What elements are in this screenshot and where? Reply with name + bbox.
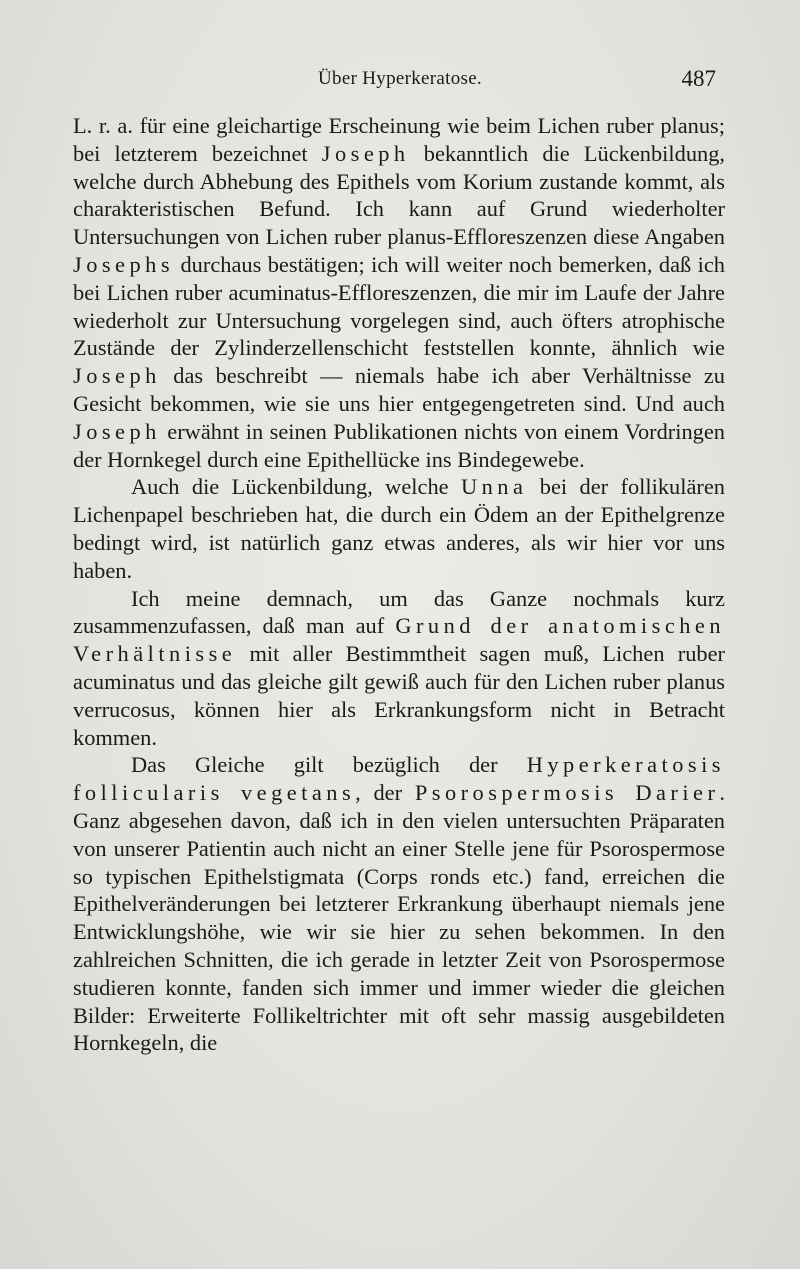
text-run: mit aller Bestimmtheit sagen muß, Lichen ruber acuminatus und das gleiche gilt gewiß auch für den Lichen ruber planus verrucosus, können hier als Erkrankungsform nicht in Betracht kommen. xyxy=(73,641,725,750)
text-run: bei der follikulären Lichenpapel beschrieben hat, die durch ein Ödem an der Epithelgrenze bedingt wird, ist natürlich ganz etwas anderes, als wir hier vor uns haben. xyxy=(73,474,725,583)
text-run: , der xyxy=(355,780,415,806)
paragraph xyxy=(73,112,725,473)
page-number: 487 xyxy=(681,66,716,91)
paragraph xyxy=(73,751,725,1057)
spaced-emphasis: Grund der anatomischen Verhältnisse xyxy=(73,613,726,667)
spaced-emphasis: Joseph xyxy=(73,363,161,389)
text-run: . Ganz abgesehen davon, daß ich in den vielen untersuchten Präparaten von unserer Patientin auch nicht an einer Stelle jene für Psorospermose so typischen Epithelstigmata (Corps ronds etc.) fand, erreichen die Epithelveränderungen bei letzterer Erkrankung überhaupt niemals jene Entwicklungshöhe, wie wir sie hier zu sehen bekommen. In den zahlreichen Schnitten, die ich gerade in letzter Zeit von Psorospermose studieren konnte, fanden sich immer und immer wieder die gleichen Bilder: Erweiterte Follikeltrichter mit oft sehr massig ausgebildeten Hornkegeln, die xyxy=(73,780,725,1056)
running-head xyxy=(0,66,800,96)
body-text xyxy=(73,112,725,1057)
text-run: Ich meine demnach, um das Ganze nochmals kurz zusammenzufassen, daß man auf xyxy=(73,585,725,639)
running-title: Über Hyperkeratose. xyxy=(318,68,482,89)
spaced-emphasis: Unna xyxy=(460,474,528,500)
text-run: bekanntlich die Lückenbildung, welche durch Abhebung des Epithels vom Korium zustande kommt, als charakteristischen Befund. Ich kann auf Grund wiederholter Untersuchungen von Lichen ruber planus-Effloreszenzen diese Angaben xyxy=(73,140,725,250)
spaced-emphasis: Joseph xyxy=(73,418,161,444)
spaced-emphasis: Hyperkeratosis follicularis vegetans xyxy=(73,752,725,806)
spaced-emphasis: Psorospermosis Darier xyxy=(414,780,720,806)
text-run: durchaus bestätigen; ich will weiter noch bemerken, daß ich bei Lichen ruber acuminatus-Effloreszenzen, die mir im Laufe der Jahre wiederholt zur Untersuchung vorgelegen sind, auch öfters atrophische Zustände der Zylinderzellenschicht feststellen konnte, ähnlich wie xyxy=(73,251,725,361)
spaced-emphasis: Josephs xyxy=(73,251,175,277)
text-run: L. r. a. für eine gleichartige Erscheinung wie beim Lichen ruber planus; bei letzterem bezeichnet xyxy=(73,113,725,166)
text-run: das beschreibt — niemals habe ich aber Verhältnisse zu Gesicht bekommen, wie sie uns hier entgegengetreten sind. Und auch xyxy=(73,363,725,416)
paragraph xyxy=(73,585,725,752)
text-run: erwähnt in seinen Publikationen nichts von einem Vordringen der Hornkegel durch eine Epithellücke ins Bindegewebe. xyxy=(73,418,725,472)
text-run: Auch die Lückenbildung, welche xyxy=(131,474,461,500)
text-run: Das Gleiche gilt bezüglich der xyxy=(131,752,527,778)
spaced-emphasis: Joseph xyxy=(321,140,410,166)
paragraph xyxy=(73,473,725,584)
